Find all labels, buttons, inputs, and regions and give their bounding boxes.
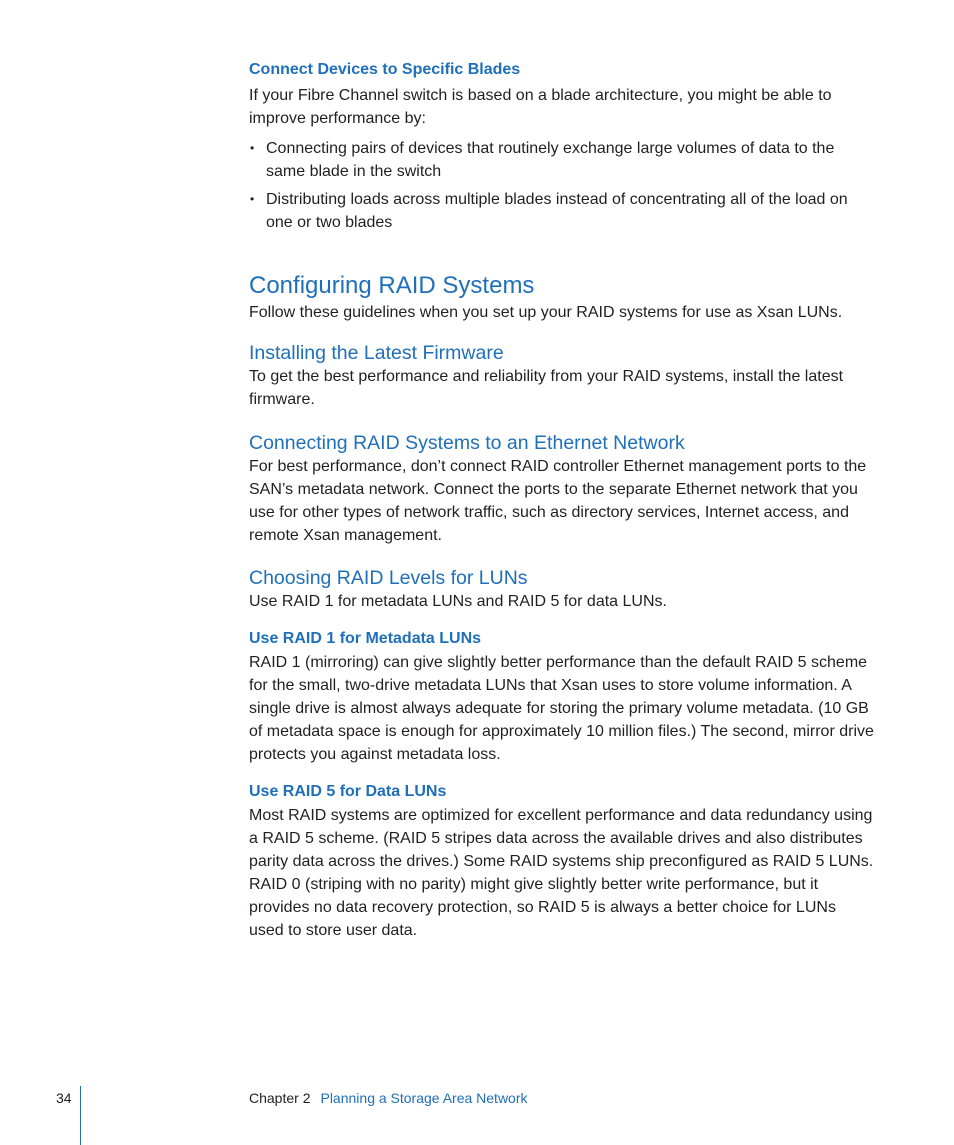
- page-number: 34: [56, 1090, 72, 1106]
- footer-chapter-label: Chapter 2: [249, 1090, 311, 1106]
- heading-configuring-raid: Configuring RAID Systems: [249, 272, 535, 299]
- page-content: [249, 60, 874, 942]
- heading-connect-devices: Connect Devices to Specific Blades: [249, 61, 521, 78]
- heading-raid1: Use RAID 1 for Metadata LUNs: [249, 630, 482, 647]
- list-item: • Connecting pairs of devices that routinely exchange large volumes of data to the same blade in the switch: [249, 137, 874, 183]
- heading-ethernet-network: Connecting RAID Systems to an Ethernet Network: [249, 432, 685, 454]
- footer-chapter: [249, 1089, 528, 1107]
- paragraph-configuring-raid-intro: Follow these guidelines when you set up your RAID systems for use as Xsan LUNs.: [249, 304, 843, 321]
- paragraph-raid-levels: Use RAID 1 for metadata LUNs and RAID 5 for data LUNs.: [249, 593, 667, 610]
- bullet-list: [249, 137, 874, 234]
- paragraph-raid1: RAID 1 (mirroring) can give slightly better performance than the default RAID 5 scheme for the small, two-drive metadata LUNs that Xsan uses to store volume information. A single drive is almost always adequate for storing the primary volume metadata. (10 GB of metadata space is enough for approximately 10 million files.) The second, mirror drive protects you against metadata loss.: [249, 654, 874, 763]
- footer-divider: [80, 1086, 81, 1145]
- heading-raid5: Use RAID 5 for Data LUNs: [249, 783, 447, 800]
- paragraph-installing-firmware: To get the best performance and reliability from your RAID systems, install the latest firmware.: [249, 368, 844, 408]
- paragraph-connect-devices-intro: If your Fibre Channel switch is based on a blade architecture, you might be able to improve performance by:: [249, 87, 832, 127]
- heading-installing-firmware: Installing the Latest Firmware: [249, 342, 504, 364]
- paragraph-raid5: Most RAID systems are optimized for excellent performance and data redundancy using a RAID 5 scheme. (RAID 5 stripes data across the available drives and also distributes parity data across the drives.) Some RAID systems ship preconfigured as RAID 5 LUNs. RAID 0 (striping with no parity) might give slightly better write performance, but it provides no data recovery protection, so RAID 5 is always a better choice for LUNs used to store user data.: [249, 807, 874, 939]
- paragraph-ethernet-network: For best performance, don’t connect RAID controller Ethernet management ports to the SAN’s metadata network. Connect the ports to the separate Ethernet network that you use for other types of network traffic, such as directory services, Internet access, and remote Xsan management.: [249, 458, 867, 544]
- list-item: • Distributing loads across multiple blades instead of concentrating all of the load on one or two blades: [249, 188, 874, 234]
- footer-chapter-title: Planning a Storage Area Network: [320, 1090, 528, 1106]
- heading-raid-levels: Choosing RAID Levels for LUNs: [249, 567, 528, 589]
